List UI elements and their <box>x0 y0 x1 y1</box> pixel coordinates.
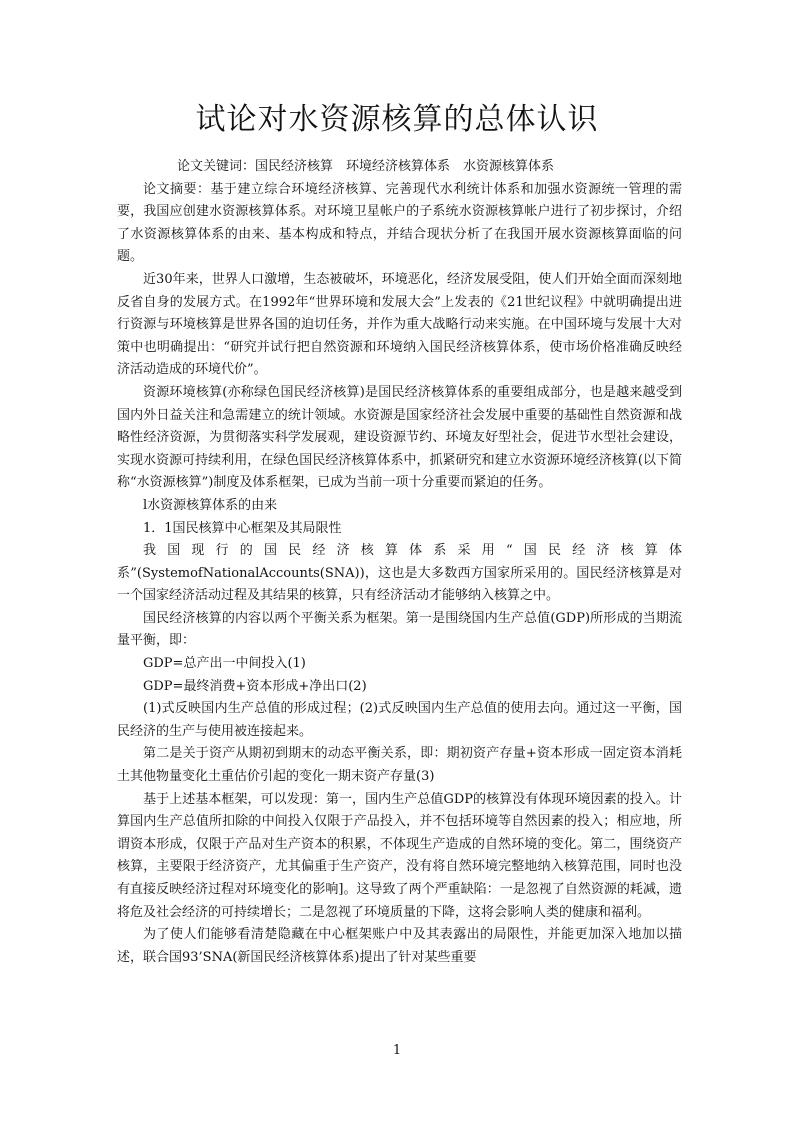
body-paragraph: 近30年来，世界人口激增，生态被破坏，环境恶化，经济发展受阻，使人们开始全面而深刻地反省自身的发展方式。在1992年“世界环境和发展大会”上发表的《21世纪议程》中就明确提出进行资源与环境核算是世界各国的迫切任务，并作为重大战略行动来实施。在中国环境与发展十大对策中也明确提出：“研究并试行把自然资源和环境纳入国民经济核算体系，使市场价格准确反映经济活动造成的环境代价”。 <box>117 271 682 378</box>
subsection-heading: 1．1国民核算中心框架及其局限性 <box>143 520 342 536</box>
body-paragraph: (1)式反映国内生产总值的形成过程；(2)式反映国内生产总值的使用去向。通过这一平衡，国民经济的生产与使用被连接起来。 <box>117 701 682 739</box>
body-paragraph: 为了使人们能够看清楚隐藏在中心框架账户中及其表露出的局限性，并能更加深入地加以描述，联合国93’SNA(新国民经济核算体系)提出了针对某些重要 <box>117 927 682 965</box>
document-body <box>117 156 682 969</box>
section-heading: l水资源核算体系的由来 <box>143 497 278 513</box>
formula-line: GDP=最终消费+资本形成+净出口(2) <box>143 678 367 694</box>
formula-line: GDP=总产出一中间投入(1) <box>143 656 306 672</box>
keywords-paragraph: 论文关键词：国民经济核算 环境经济核算体系 水资源核算体系 <box>177 159 555 174</box>
abstract-paragraph: 论文摘要：基于建立综合环境经济核算、完善现代水利统计体系和加强水资源统一管理的需要，我国应创建水资源核算体系。对环境卫星帐户的子系统水资源核算帐户进行了初步探讨，介绍了水资源核算体系的由来、基本构成和特点，并结合现状分析了在我国开展水资源核算面临的问题。 <box>117 181 682 265</box>
page-number: 1 <box>392 1043 402 1058</box>
body-paragraph: 第二是关于资产从期初到期末的动态平衡关系，即：期初资产存量+资本形成一固定资本消耗土其他物量变化土重估价引起的变化一期末资产存量(3) <box>117 746 682 785</box>
body-paragraph: 国民经济核算的内容以两个平衡关系为框架。第一是围绕国内生产总值(GDP)所形成的当期流量平衡，即： <box>117 610 682 649</box>
body-paragraph: 资源环境核算(亦称绿色国民经济核算)是国民经济核算体系的重要组成部分，也是越来越受到国内外日益关注和急需建立的统计领域。水资源是国家经济社会发展中重要的基础性自然资源和战略性经济资源，为贯彻落实科学发展观，建设资源节约、环境友好型社会，促进节水型社会建设，实现水资源可持续利用，在绿色国民经济核算体系中，抓紧研究和建立水资源环境经济核算(以下简称“水资源核算”)制度及体系框架，已成为当前一项十分重要而紧迫的任务。 <box>117 384 682 491</box>
body-paragraph: 我国现行的国民经济核算体系采用“国民经济核算体系”(SystemofNationalAccounts(SNA))，这也是大多数西方国家所采用的。国民经济核算是对一个国家经济活动过程及其结果的核算，只有经济活动才能够纳入核算之中。 <box>117 543 682 604</box>
body-paragraph: 基于上述基本框架，可以发现：第一，国内生产总值GDP的核算没有体现环境因素的投入。计算国内生产总值所扣除的中间投入仅限于产品投入，并不包括环境等自然因素的投入；相应地，所谓资本形成，仅限于产品对生产资本的积累，不体现生产造成的自然环境的变化。第二，围绕资产核算，主要限于经济资产，尤其偏重于生产资产，没有将自然环境完整地纳入核算范围，同时也没有直接反映经济过程对环境变化的影响]。这导致了两个严重缺陷：一是忽视了自然资源的耗减，遗将危及社会经济的可持续增长；二是忽视了环境质量的下降，这将会影响人类的健康和福利。 <box>117 791 682 920</box>
document-title: 试论对水资源核算的总体认识 <box>195 102 599 137</box>
